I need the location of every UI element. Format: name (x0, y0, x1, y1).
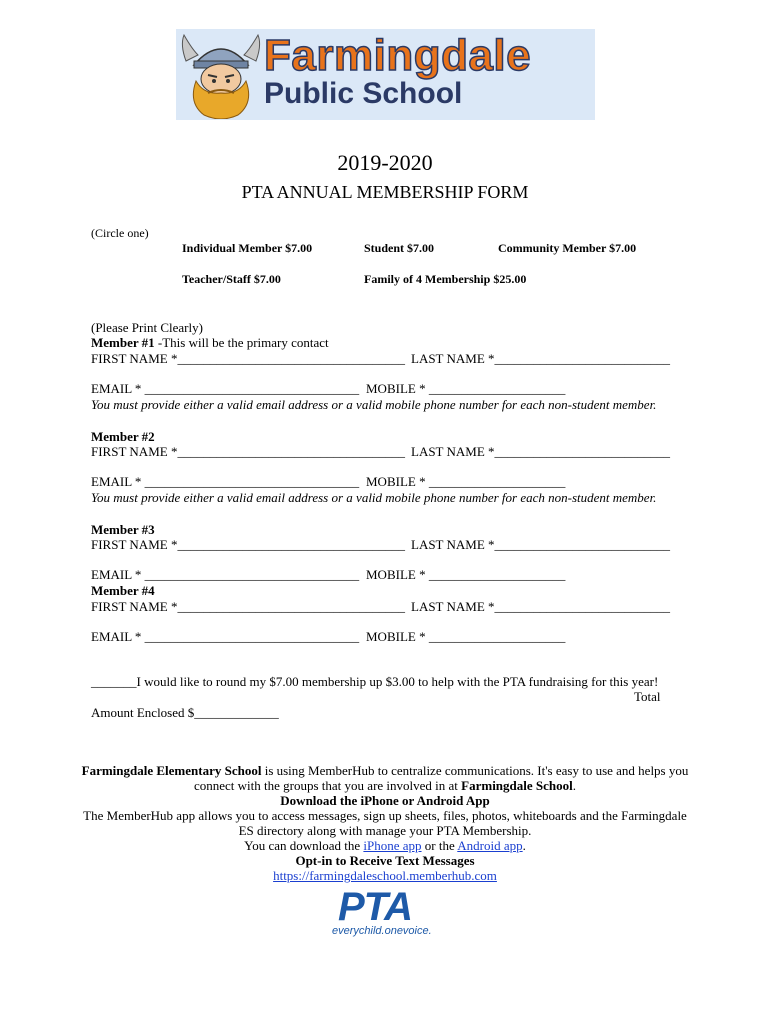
memberhub-url-link[interactable]: https://farmingdaleschool.memberhub.com (273, 868, 497, 883)
form-title: PTA ANNUAL MEMBERSHIP FORM (241, 182, 529, 202)
member2-first-name-field[interactable]: FIRST NAME *___________________________________ (91, 444, 405, 459)
member2-notice: You must provide either a valid email address or a valid mobile phone number for each non-student member. (91, 490, 657, 505)
info-line-2 (0, 778, 770, 793)
android-app-link[interactable]: Android app (457, 838, 523, 853)
option-community[interactable]: Community Member $7.00 (498, 241, 637, 255)
amount-enclosed-field[interactable]: Amount Enclosed $_____________ (91, 705, 279, 720)
member1-heading (91, 335, 329, 350)
download-pre: You can download the (244, 838, 364, 853)
member4-mobile-field[interactable]: MOBILE * _____________________ (366, 629, 566, 644)
member4-email-field[interactable]: EMAIL * _________________________________ (91, 629, 360, 644)
iphone-app-link[interactable]: iPhone app (363, 838, 422, 853)
info-line-2-school: Farmingdale School (461, 778, 573, 793)
app-description-2: ES directory along with manage your PTA Membership. (238, 823, 532, 838)
circle-one-label: (Circle one) (91, 226, 149, 240)
member2-label: Member #2 (91, 429, 155, 444)
school-name: Farmingdale Elementary School (81, 763, 262, 778)
download-mid: or the (421, 838, 458, 853)
info-line-1 (0, 763, 770, 778)
option-individual[interactable]: Individual Member $7.00 (182, 241, 313, 255)
school-logo-banner (176, 29, 595, 120)
member3-mobile-field[interactable]: MOBILE * _____________________ (366, 567, 566, 582)
round-up-option[interactable]: _______I would like to round my $7.00 membership up $3.00 to help with the PTA fundraising for this year! (91, 674, 659, 689)
member1-mobile-field[interactable]: MOBILE * _____________________ (366, 381, 566, 396)
member2-email-field[interactable]: EMAIL * _________________________________ (91, 474, 360, 489)
member1-last-name-field[interactable]: LAST NAME *___________________________ (411, 351, 671, 366)
member1-note: -This will be the primary contact (154, 335, 329, 350)
member1-email-field[interactable]: EMAIL * _________________________________ (91, 381, 360, 396)
member3-last-name-field[interactable]: LAST NAME *___________________________ (411, 537, 671, 552)
memberhub-url-line (0, 868, 770, 883)
opt-in-heading: Opt-in to Receive Text Messages (295, 853, 475, 868)
option-family[interactable]: Family of 4 Membership $25.00 (364, 272, 527, 286)
member1-first-name-field[interactable]: FIRST NAME *___________________________________ (91, 351, 405, 366)
member2-mobile-field[interactable]: MOBILE * _____________________ (366, 474, 566, 489)
pta-logo (330, 885, 440, 940)
download-links-line (0, 838, 770, 853)
form-year: 2019-2020 (337, 150, 433, 175)
option-student[interactable]: Student $7.00 (364, 241, 435, 255)
member1-notice: You must provide either a valid email address or a valid mobile phone number for each non-student member. (91, 397, 657, 412)
member4-first-name-field[interactable]: FIRST NAME *___________________________________ (91, 599, 405, 614)
info-line-1-rest: is using MemberHub to centralize communications. It's easy to use and helps you (261, 763, 689, 778)
pta-logo-tagline: everychild.onevoice. (332, 925, 432, 937)
viking-mascot-icon (178, 31, 264, 119)
app-description-1: The MemberHub app allows you to access messages, sign up sheets, files, photos, whiteboards and the Farmingdale (83, 808, 687, 823)
member3-email-field[interactable]: EMAIL * _________________________________ (91, 567, 360, 582)
member4-last-name-field[interactable]: LAST NAME *___________________________ (411, 599, 671, 614)
member1-label: Member #1 (91, 335, 155, 350)
member2-last-name-field[interactable]: LAST NAME *___________________________ (411, 444, 671, 459)
member3-first-name-field[interactable]: FIRST NAME *___________________________________ (91, 537, 405, 552)
option-teacher-staff[interactable]: Teacher/Staff $7.00 (182, 272, 281, 286)
pta-logo-text: PTA (338, 885, 413, 929)
total-label: Total (634, 689, 661, 704)
print-clearly-note: (Please Print Clearly) (91, 320, 203, 335)
download-end: . (522, 838, 526, 853)
info-line-2-pre: connect with the groups that you are involved in at (194, 778, 462, 793)
member4-label: Member #4 (91, 583, 155, 598)
member3-label: Member #3 (91, 522, 155, 537)
logo-line-1: Farmingdale (264, 31, 532, 80)
logo-line-2: Public School (264, 77, 463, 110)
download-heading: Download the iPhone or Android App (280, 793, 490, 808)
info-line-2-end: . (572, 778, 576, 793)
